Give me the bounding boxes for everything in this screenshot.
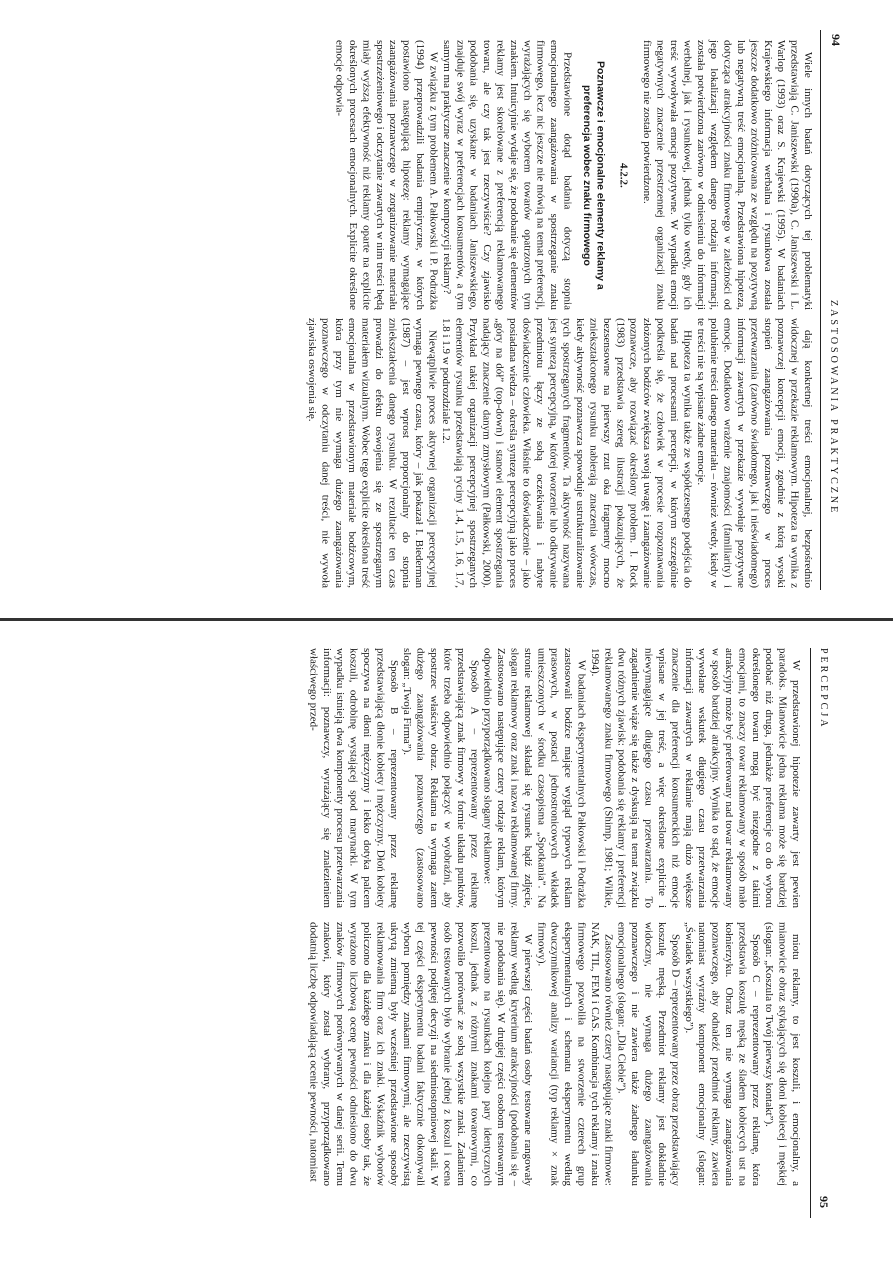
text-column-bottom-left (70, 922, 802, 1186)
section-title: Poznawcze i emocjonalne elementy reklamy a preferencja wobec znaku firmowego (580, 60, 607, 290)
paragraph: Zastosowano również cztery następujące znaki firmowe: NAK, TIL, FEM i CAS. Kombinacja tych reklamy i znaku firmowego pozwoliła na stworzenie czterech grup eksperymentalnych i schematu eksperymentu według dwuczynnikowej analizy wariancji (typ reklamy × znak firmowy). (535, 922, 615, 1186)
text-column-top-left (305, 318, 814, 588)
paragraph: W badaniach eksperymentalnych Pałkowski i Podrażka zastosowali bodźce mające wygląd typowych reklam prasowych, w postaci jednostronicowych wkładek umieszczonych w środku czasopisma „Spotkania”. Na stronie reklamowej składał się rysunek bądź zdjęcie, slogan reklamowy oraz znak i nazwa reklamowanej firmy. Zastosowano następujące cztery rodzaje reklam, którym odpowiednio przyporządkowano slogany reklamowe: (481, 648, 588, 908)
paragraph: miotu reklamy, to jest koszuli, i emocjonalny, a mianowicie obraz stykających się dłoni kobiecej i męskiej (slogan: „Koszula to Twój pierwszy kontakt”). (763, 922, 802, 1186)
header-rule-bottom (810, 648, 811, 1218)
paragraph: Hipoteza ta wynika także ze współczesnego podejścia do badań nad procesami percepcji, w którym szczególnie podkreśla się, że człowiek w procesie rozpoznawania złożonych bodźców zwiększa swoją uwagę i zaangażowanie poznawcze, aby rozwiązać określony problem. I. Rock (1983) przedstawia szereg ilustracji pokazujących, że bezsensowne na pierwszy rzut oka fragmenty mocno zniekształconego rysunku nabierają znaczenia wówczas, kiedy aktywność poznawcza spowoduje ustrukturalizowanie tych spostrzeganych fragmentów. Ta aktywność nazywana jest syntezą percepcyjną, w której tworzenie lub odkrywanie przedmiotu łączy ze sobą oczekiwania i nabyte doświadczenie człowieka. Właśnie to doświadczenie – jako posiadana wiedza – określa syntezę percepcyjną jako proces „góry na dół” (top-down) i stanowi element spostrzegania nadający znaczenie danym zmysłowym (Pałkowski, 2000). Przykład takiej organizacji percepcyjnej spostrzeganych elementów rysunku przedstawiają ryciny 1.4, 1.5, 1.6, 1.7, 1.8 i 1.9 w podrozdziale 1.2. (440, 318, 694, 588)
text-column-top-right (333, 40, 814, 310)
paragraph: Sposób B – reprezentowany przez reklamę przedstawiającą dłonie kobiety i mężczyzny. Dłoń kobiety spoczywa na dłoni mężczyzny i lekko dotyka palcem koszuli, odrobinę wystającej spod marynarki. W tym wypadku istnieją dwa komponenty procesu przetwarzania informacji: poznawczy, wyrażający się znalezieniem właściwego przed- (307, 648, 400, 908)
page-number-top: 94 (829, 34, 843, 46)
section-number: 4.2.2. (617, 162, 630, 188)
paragraph: Wiele innych badań dotyczących tej problematyki przedstawiają C. Janiszewski (1990a), C. Janiszewski i L. Warlop (1993) oraz S. Krajewski (1995). W badaniach Krajewskiego informacja werbalna i rysunkowa została jeszcze dodatkowo zróżnicowana ze względu na pozytywną lub negatywną treść emocjonalną. Przedstawiona hipoteza, dotycząca atrakcyjności znaku firmowego w zależności od jego lokalizacji względem danego rodzaju informacji, została potwierdzona zarówno w odniesieniu do informacji werbalnej, jak i rysunkowej, jednak tylko wtedy, gdy ich treść wywoływała emocje pozytywne. W wypadku emocji negatywnych znaczenie przestrzennej organizacji znaku firmowego nie zostało potwierdzone. (641, 40, 814, 310)
paragraph: W przedstawionej hipotezie zawarty jest pewien paradoks. Mianowicie jedna reklama może się bardziej podobać niż druga, jednakże preferencje co do wyboru określonego towaru mogą być niezgodne z takimi emocjami, to znaczy towar reklamowany w sposób mało atrakcyjny może być preferowany nad towar reklamowany w sposób bardziej atrakcyjny. Wynika to stąd, że emocje wywołane wskutek długiego czasu przetwarzania informacji zawartych w reklamie mają dużo większe znaczenie dla preferencji konsumenckich niż emocje wpisane w jej treść, a więc określone explicite i niewymagające długiego czasu przetwarzania. To zagadnienie wiąże się także z dyskusją na temat związku dwu różnych zjawisk: podobania się reklamy i preferencji reklamowanego znaku firmowego (Shimp, 1981; Wilkie, 1994). (588, 648, 802, 908)
paragraph: Przedstawione dotąd badania dotyczą stopnia emocjonalnego zaangażowania w spostrzeganie znaku firmowego, lecz nic jeszcze nie mówią na temat preferencji, wyrażających się wyborem towarów opatrzonych tym znakiem. Intuicyjnie wydaje się, że podobanie się elementów reklamy jest skorelowane z preferencją reklamowanego towaru, ale czy tak jest rzeczywiście? Czy zjawisko podobania się, uzyskane w badaniach Janiszewskiego, znajduje swój wyraz w preferencjach konsumentów, a tym samym ma praktyczne znaczenie w kompozycji reklamy? (440, 40, 574, 310)
paragraph: Niewątpliwie proces aktywnej organizacji percepcyjnej wymaga pewnego czasu, który – jak pokazał I. Biederman (1987) – jest wprost proporcjonalny do stopnia zniekształcenia danego rysunku. W rezultacie ten czas prowadzi do efektu oswojenia się ze spostrzeganym materiałem wizualnym. Wobec tego explicite określona treść emocjonalna w przedstawionym materiale bodźcowym, która przy tym nie wymaga dużego zaangażowania poznawczego w odczytaniu danej treści, nie wywoła zjawiska oswojenia się. (305, 318, 439, 588)
page-divider (0, 618, 893, 621)
paragraph: dają konkretnej treści emocjonalnej, bezpośrednio widocznej w przekazie reklamowym. Hipoteza ta wynika z poznawczej koncepcji emocji, zgodnie z którą wysoki stopień zaangażowania poznawczego w proces przetwarzania (zarówno świadomego, jak i nieświadomego) informacji zawartych w przekazie wywołuje pozytywne emocje. Dodatkowo wrażenie znajomości (familiarity) i polubienie treści danego materiału – również wtedy, kiedy w te treści nie są wpisane żadne emocje. (694, 318, 814, 588)
text-column-bottom-right (70, 648, 802, 908)
running-head-bottom: PERCEPCJA (818, 648, 829, 730)
paragraph: W pierwszej części badań osoby testowane rangowały reklamy według kryterium atrakcyjności (podobania się – nie podobania się). W drugiej części osobom testowanym prezentowano na rysunkach kolejno pary identycznych koszul, jednak z różnymi znakami towarowymi, co pozwoliło porównać ze sobą wszystkie znaki. Zadaniem osób testowanych było wybranie jednej z koszul i ocena pewności podjętej decyzji na siedmiostopniowej skali. W tej części eksperymentu badani faktycznie dokonywali wyboru pomiędzy znakami firmowymi, ale rzeczywistą ukrytą zmienną były wcześniej przedstawione sposoby reklamowania firm oraz ich znaki. Wskaźnik wyborów policzono dla każdego znaku i dla każdej osoby tak, że wyrażono liczbową ocenę pewności odniesiono do dwu znaków firmowych porównywanych w danej serii. Temu znakowi, który został wybrany, przyporządkowano dodatnią liczbę odpowiadającą ocenie pewności, natomiast (307, 922, 534, 1186)
header-rule-top (820, 30, 821, 590)
page-number-bottom: 95 (817, 1196, 831, 1208)
paragraph: Sposób A – reprezentowany przez reklamę przedstawiającą znak firmowy w formie układu punktów, które trzeba odpowiednio połączyć w wyobraźni, aby spostrzec właściwy obraz. Reklama ta wymaga zatem dużego zaangażowania poznawczego (zastosowano slogan: „Twoja Firma”). (401, 648, 481, 908)
running-head-top: ZASTOSOWANIA PRAKTYCZNE (828, 300, 839, 516)
paragraph: W związku z tym problemem A. Pałkowski i P. Podrażka (1994) przeprowadzili badania empiryczne, w których postawiono następującą hipotezę: reklamy wymagające zaangażowania poznawczego w zorganizowanie materiału spostrzeżeniowego i odczytanie zawartych w nim treści będą miały wyższą efektywność niż reklamy oparte na explicite określonych procesach emocjonalnych. Explicite określone emocje odpowia- (333, 40, 440, 310)
paragraph: Sposób D – reprezentowany przez obraz przedstawiający koszulę męską. Przedmiot reklamy jest dokładnie widoczny, nie wymaga dużego zaangażowania poznawczego i nie zawiera także żadnego ładunku emocjonalnego (slogan: „Dla Ciebie”). (615, 922, 682, 1186)
paragraph: Sposób C – reprezentowany przez reklamę, która przedstawia koszulę męską ze śladem kobiecych ust na kołnierzyku. Obraz ten nie wymaga zaangażowania poznawczego, aby odnaleźć przedmiot reklamy, zawiera natomiast wyraźny komponent emocjonalny (slogan: „Świadek wszystkiego”). (682, 922, 762, 1186)
